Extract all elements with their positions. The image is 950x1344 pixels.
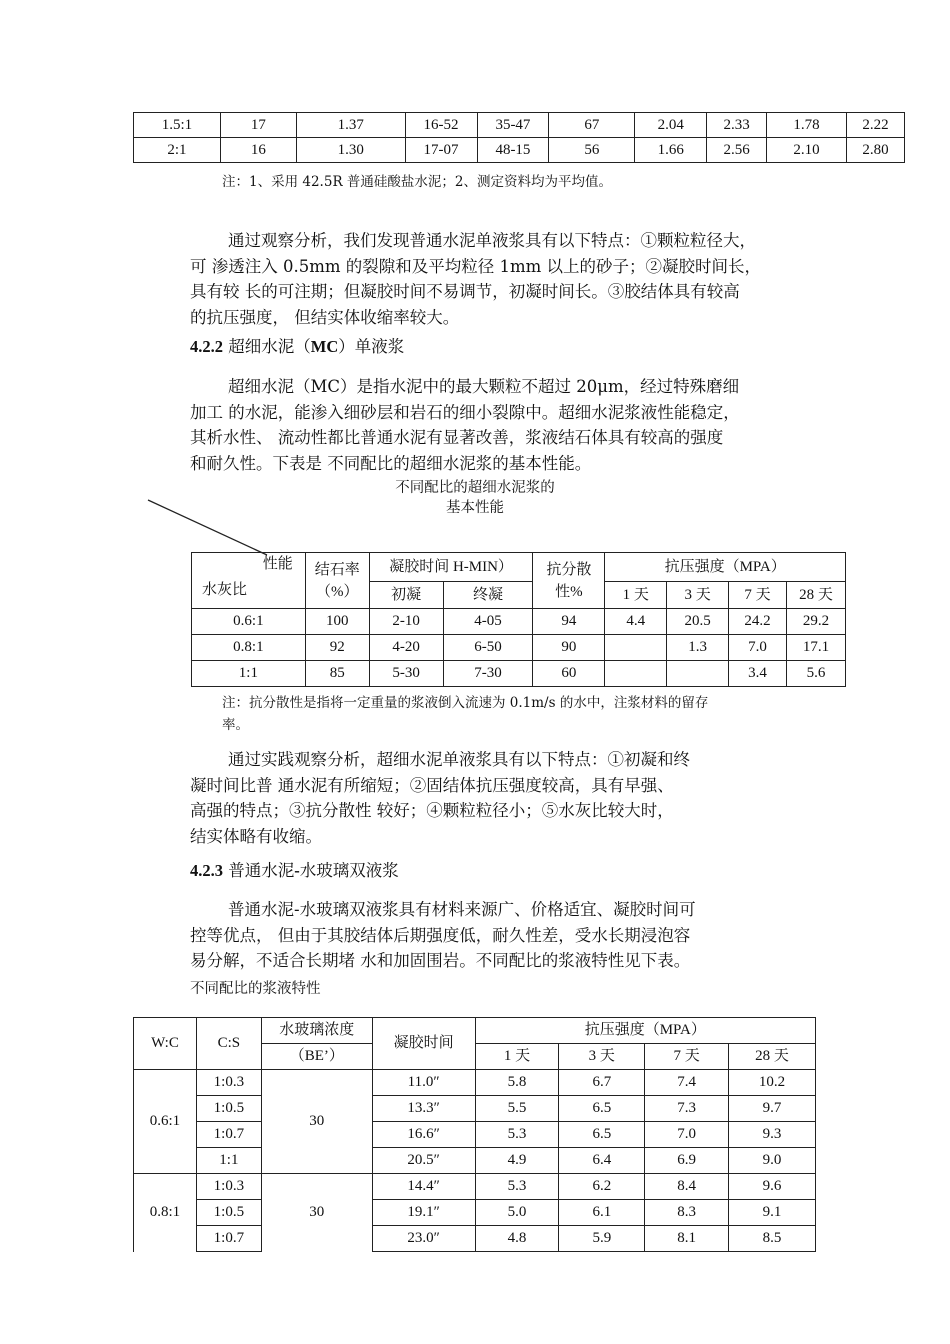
- section-title: 水玻璃双液浆: [299, 861, 399, 880]
- table-cell: 17.1: [787, 635, 846, 661]
- header-cell: 1 天: [605, 582, 667, 609]
- paragraph-line: 高强的特点；③抗分散性 较好；④颗粒粒径小；⑤水灰比较大时，: [190, 801, 674, 821]
- table-cell: 5.3: [475, 1174, 559, 1200]
- table-cell: 11.0″: [372, 1070, 475, 1096]
- header-cell: 初凝: [369, 582, 443, 609]
- table-cell: 5-30: [369, 661, 443, 687]
- table-cell: 1.5:1: [134, 113, 221, 138]
- paragraph: [190, 747, 850, 849]
- table-cell: 1.3: [667, 635, 729, 661]
- paragraph-line: 普通水泥-水玻璃双液浆具有材料来源广、价格适宜、凝胶时间可: [228, 900, 696, 919]
- paragraph-line: 易分解，不适合长期堵 水和加固围岩。不同配比的浆液特性见下表。: [190, 951, 691, 971]
- table-cell: 17-07: [405, 138, 477, 163]
- table-cell: 90: [533, 635, 605, 661]
- data-table-water-glass: [133, 1017, 816, 1252]
- table-cell: 1.30: [296, 138, 405, 163]
- table-cell: 23.0″: [372, 1226, 475, 1252]
- table-cell: 6-50: [443, 635, 533, 661]
- table-cell: 8.1: [645, 1226, 729, 1252]
- table-row: [134, 138, 905, 163]
- paragraph-line: 和耐久性。下表是 不同配比的超细水泥浆的基本性能。: [190, 453, 592, 473]
- header-cell: W:C: [134, 1018, 197, 1070]
- table-row: [192, 635, 846, 661]
- paragraph-line: 的抗压强度， 但结实体收缩率较大。: [190, 307, 460, 327]
- table-cell: 0.8:1: [134, 1174, 197, 1252]
- table-cell: 1.66: [635, 138, 707, 163]
- table-caption: [330, 478, 620, 518]
- table-cell: 20.5: [667, 609, 729, 635]
- table-cell: 6.7: [559, 1070, 645, 1096]
- table-cell: [605, 661, 667, 687]
- table-cell: 1:0.5: [196, 1096, 261, 1122]
- table-cell: 48-15: [477, 138, 549, 163]
- paragraph-line: 加工 的水泥，能渗入细砂层和岩石的细小裂隙中。超细水泥浆液性能稳定，: [190, 402, 740, 422]
- header-label: 水灰比: [202, 582, 248, 598]
- table-cell: 1:1: [192, 661, 306, 687]
- table-cell: 7.3: [645, 1096, 729, 1122]
- section-number: 4.2.3: [190, 861, 223, 880]
- table-cell: 56: [549, 138, 635, 163]
- header-cell: 7 天: [729, 582, 787, 609]
- paragraph-line: 结实体略有收缩。: [190, 826, 322, 846]
- paragraph-line: 超细水泥（MC）是指水泥中的最大颗粒不超过 20μm，经过特殊磨细: [228, 377, 740, 396]
- table-cell: 30: [261, 1070, 372, 1174]
- table-cell: 9.1: [729, 1200, 816, 1226]
- header-label: 抗分散: [546, 561, 592, 578]
- table-cell: 3.4: [729, 661, 787, 687]
- paragraph: [190, 228, 850, 330]
- header-cell: （BE’）: [261, 1044, 372, 1070]
- table-caption: 不同配比的浆液特性: [190, 981, 321, 997]
- header-cell: 28 天: [787, 582, 846, 609]
- paragraph-line: 其析水性、 流动性都比普通水泥有显著改善，浆液结石体具有较高的强度: [190, 428, 724, 448]
- header-cell: 凝胶时间 H-MIN）: [369, 553, 533, 582]
- table-cell: 7.0: [645, 1122, 729, 1148]
- table-row: [134, 1200, 816, 1226]
- table-cell: 17: [220, 113, 296, 138]
- paragraph-line: 凝时间比普 通水泥有所缩短；②固结体抗压强度较高，具有早强、: [190, 775, 674, 795]
- header-cell: 水玻璃浓度: [261, 1018, 372, 1044]
- header-cell: [305, 553, 369, 609]
- table-cell: 1:0.3: [196, 1174, 261, 1200]
- header-cell: 终凝: [443, 582, 533, 609]
- table-cell: 6.1: [559, 1200, 645, 1226]
- table-row: [134, 1226, 816, 1252]
- table-note: [222, 692, 708, 736]
- table-cell: 0.6:1: [134, 1070, 197, 1174]
- header-cell: [533, 553, 605, 609]
- table-cell: 4-20: [369, 635, 443, 661]
- section-heading: [190, 857, 399, 881]
- section-title: ）单液浆: [338, 337, 405, 356]
- table-cell: 1.37: [296, 113, 405, 138]
- table-cell: 7.0: [729, 635, 787, 661]
- table-cell: 1.78: [767, 113, 847, 138]
- header-label: 性能: [262, 556, 293, 572]
- table-cell: 4.8: [475, 1226, 559, 1252]
- paragraph: [190, 374, 850, 476]
- header-cell: 抗压强度（MPA）: [605, 553, 846, 582]
- header-cell: 28 天: [729, 1044, 816, 1070]
- header-label: 性%: [555, 583, 583, 600]
- table-cell: 1:0.7: [196, 1122, 261, 1148]
- header-cell: 抗压强度（MPA）: [475, 1018, 815, 1044]
- table-header-row: [134, 1018, 816, 1044]
- table-cell: 29.2: [787, 609, 846, 635]
- table-cell: 4.4: [605, 609, 667, 635]
- table-cell: 0.8:1: [192, 635, 306, 661]
- table-cell: 24.2: [729, 609, 787, 635]
- table-cell: 92: [305, 635, 369, 661]
- table-cell: 1:0.3: [196, 1070, 261, 1096]
- table-cell: 9.6: [729, 1174, 816, 1200]
- table-cell: 60: [533, 661, 605, 687]
- section-title: MC: [310, 337, 339, 356]
- table-cell: 5.5: [475, 1096, 559, 1122]
- table-cell: 1:0.5: [196, 1200, 261, 1226]
- table-row: [192, 609, 846, 635]
- table-cell: 5.3: [475, 1122, 559, 1148]
- table-cell: 1:1: [196, 1148, 261, 1174]
- table-cell: 16: [220, 138, 296, 163]
- table-cell: 9.7: [729, 1096, 816, 1122]
- table-cell: 14.4″: [372, 1174, 475, 1200]
- table-cell: 1:0.7: [196, 1226, 261, 1252]
- table-cell: [605, 635, 667, 661]
- table-note: 注：1、采用 42.5R 普通硅酸盐水泥；2、测定资料均为平均值。: [222, 174, 612, 190]
- table-cell: 5.6: [787, 661, 846, 687]
- table-cell: 10.2: [729, 1070, 816, 1096]
- header-cell: 7 天: [645, 1044, 729, 1070]
- table-row: [192, 661, 846, 687]
- table-cell: 2-10: [369, 609, 443, 635]
- header-cell: C:S: [196, 1018, 261, 1070]
- table-cell: 8.4: [645, 1174, 729, 1200]
- table-cell: 5.0: [475, 1200, 559, 1226]
- table-cell: 16.6″: [372, 1122, 475, 1148]
- header-cell: 3 天: [559, 1044, 645, 1070]
- table-cell: 2:1: [134, 138, 221, 163]
- table-cell: 9.3: [729, 1122, 816, 1148]
- table-cell: 85: [305, 661, 369, 687]
- paragraph-line: 具有较 长的可注期；但凝胶时间不易调节，初凝时间长。③胶结体具有较高: [190, 282, 740, 302]
- note-line: 率。: [222, 717, 249, 733]
- data-table-top: [133, 112, 905, 163]
- table-cell: 4-05: [443, 609, 533, 635]
- table-cell: 100: [305, 609, 369, 635]
- section-title: 普通水泥: [228, 861, 295, 880]
- table-cell: 6.4: [559, 1148, 645, 1174]
- table-row: [134, 1148, 816, 1174]
- table-cell: 2.80: [846, 138, 904, 163]
- table-cell: 9.0: [729, 1148, 816, 1174]
- note-line: 注：抗分散性是指将一定重量的浆液倒入流速为 0.1m/s 的水中，注浆材料的留存: [222, 695, 709, 711]
- paragraph-line: 通过实践观察分析，超细水泥单液浆具有以下特点：①初凝和终: [228, 750, 690, 769]
- section-title: 超细水泥（: [228, 337, 311, 356]
- table-cell: 30: [261, 1174, 372, 1252]
- table-cell: [667, 661, 729, 687]
- table-row: [134, 113, 905, 138]
- table-cell: 5.8: [475, 1070, 559, 1096]
- table-cell: 7.4: [645, 1070, 729, 1096]
- section-heading: [190, 333, 404, 357]
- diagonal-header-cell: [192, 553, 306, 609]
- table-row: [134, 1070, 816, 1096]
- data-table-mc: [191, 552, 846, 687]
- table-row: [134, 1174, 816, 1200]
- table-cell: 4.9: [475, 1148, 559, 1174]
- table-cell: 5.9: [559, 1226, 645, 1252]
- table-cell: 8.3: [645, 1200, 729, 1226]
- table-cell: 2.22: [846, 113, 904, 138]
- table-cell: 6.9: [645, 1148, 729, 1174]
- caption-line: 基本性能: [446, 500, 504, 516]
- paragraph-line: 控等优点， 但由于其胶结体后期强度低，耐久性差，受水长期浸泡容: [190, 925, 691, 945]
- paragraph: [190, 897, 850, 974]
- table-cell: 2.33: [707, 113, 767, 138]
- header-label: （%）: [316, 583, 359, 600]
- table-cell: 94: [533, 609, 605, 635]
- table-row: [134, 1122, 816, 1148]
- table-cell: 2.56: [707, 138, 767, 163]
- table-cell: 67: [549, 113, 635, 138]
- header-cell: 1 天: [475, 1044, 559, 1070]
- table-cell: 0.6:1: [192, 609, 306, 635]
- table-row: [134, 1096, 816, 1122]
- table-cell: 6.2: [559, 1174, 645, 1200]
- table-cell: 6.5: [559, 1122, 645, 1148]
- table-cell: 2.04: [635, 113, 707, 138]
- section-title: -: [294, 861, 300, 880]
- caption-line: 不同配比的超细水泥浆的: [395, 480, 555, 496]
- table-cell: 13.3″: [372, 1096, 475, 1122]
- section-number: 4.2.2: [190, 337, 223, 356]
- header-cell: 3 天: [667, 582, 729, 609]
- table-cell: 35-47: [477, 113, 549, 138]
- table-cell: 20.5″: [372, 1148, 475, 1174]
- paragraph-line: 通过观察分析，我们发现普通水泥单液浆具有以下特点：①颗粒粒径大，: [228, 231, 756, 250]
- table-cell: 2.10: [767, 138, 847, 163]
- table-cell: 19.1″: [372, 1200, 475, 1226]
- table-cell: 7-30: [443, 661, 533, 687]
- header-cell: 凝胶时间: [372, 1018, 475, 1070]
- table-header-row: [192, 553, 846, 582]
- table-cell: 16-52: [405, 113, 477, 138]
- table-cell: 8.5: [729, 1226, 816, 1252]
- table-cell: 6.5: [559, 1096, 645, 1122]
- paragraph-line: 可 渗透注入 0.5mm 的裂隙和及平均粒径 1mm 以上的砂子；②凝胶时间长，: [190, 256, 762, 276]
- header-label: 结石率: [314, 561, 360, 578]
